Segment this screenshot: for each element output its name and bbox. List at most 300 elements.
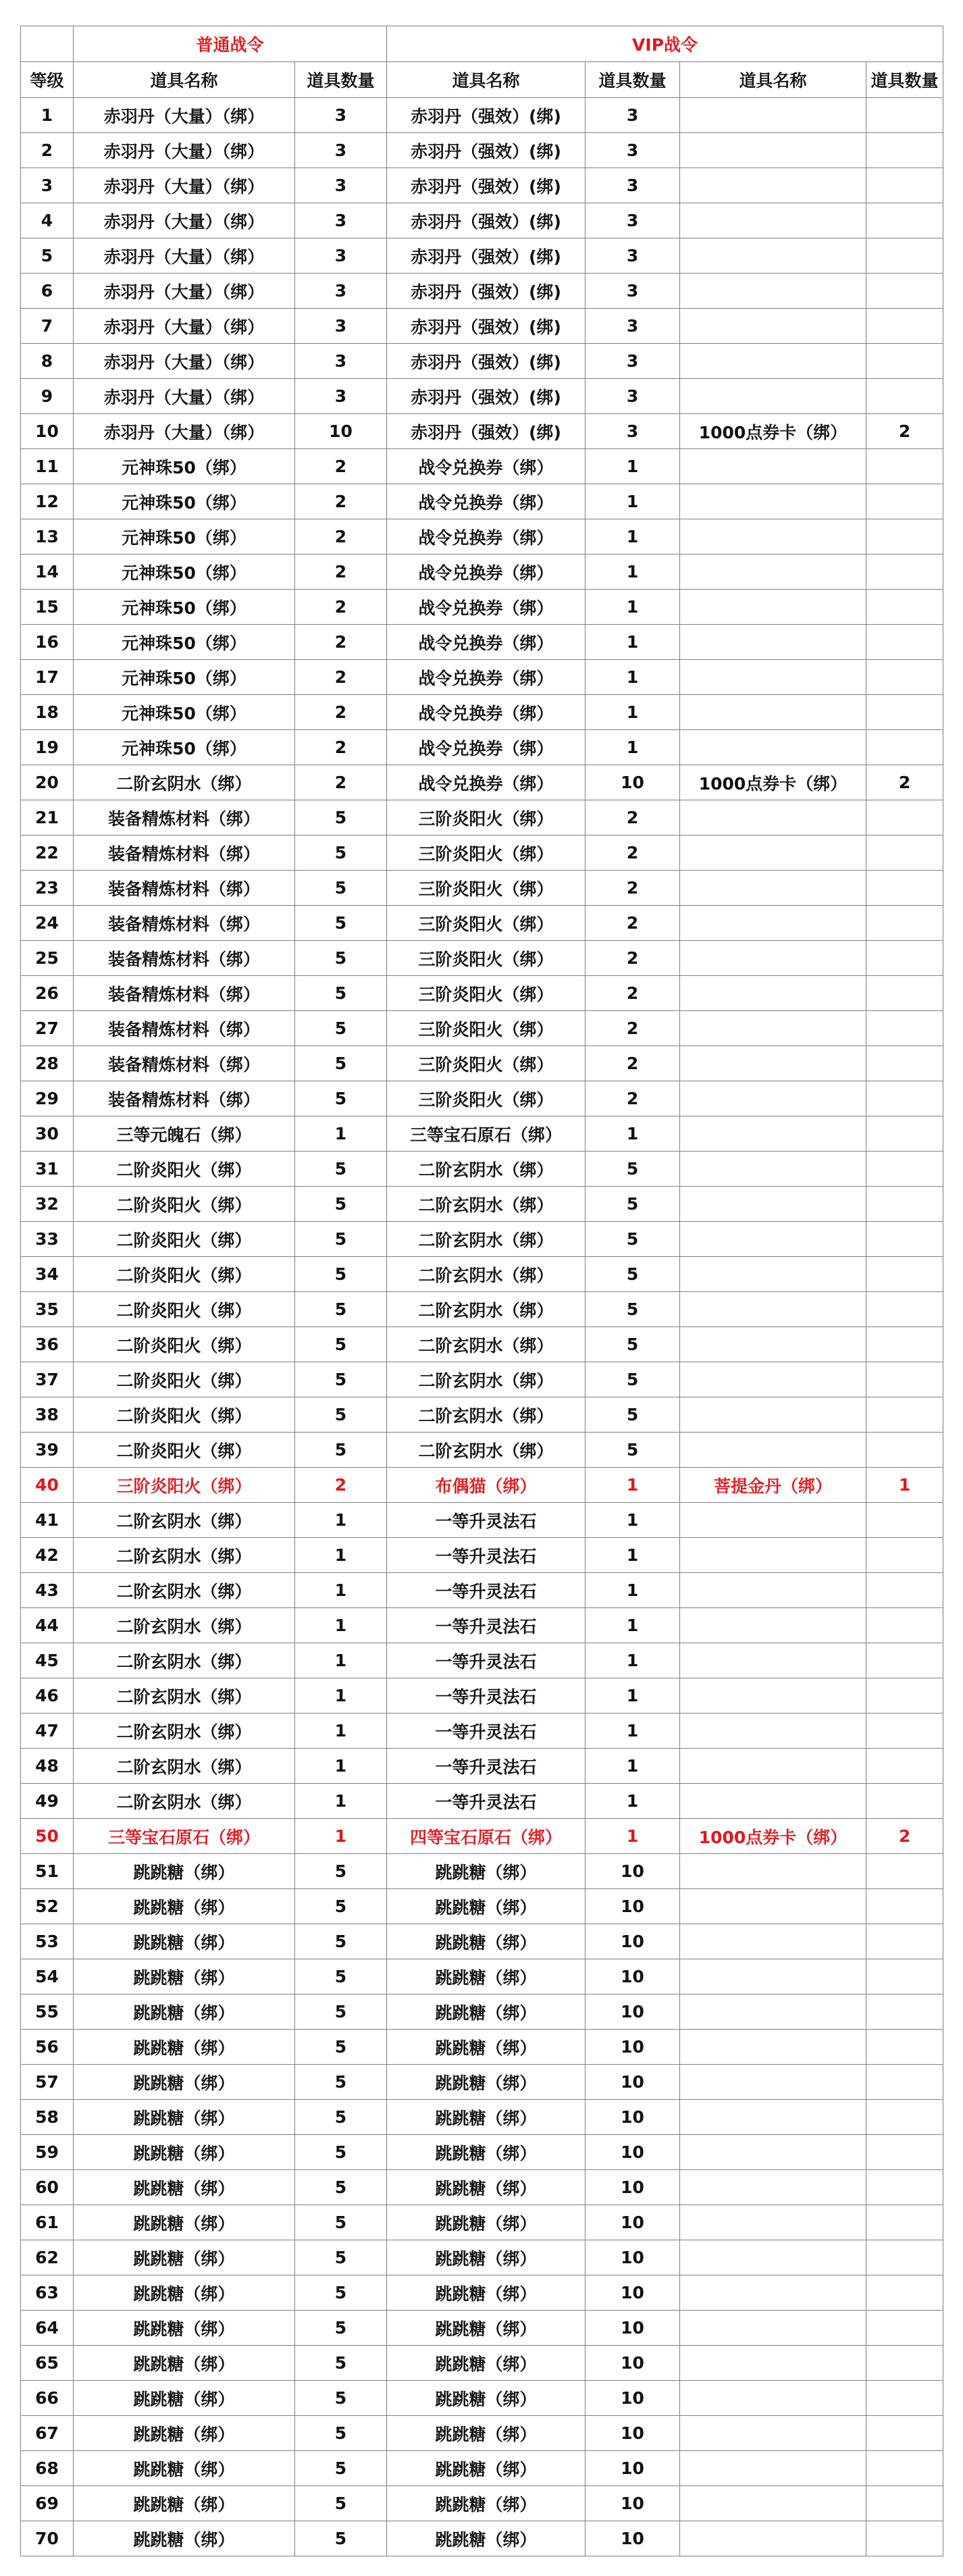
vip-extra-item-name-cell	[680, 449, 866, 484]
vip-extra-item-qty-cell	[866, 660, 943, 695]
vip-item-qty-cell: 3	[585, 379, 680, 414]
level-cell: 56	[21, 2030, 74, 2065]
vip-item-name-cell: 战令兑换券（绑）	[387, 519, 585, 555]
vip-item-name-cell: 一等升灵法石	[387, 1784, 585, 1819]
vip-extra-item-qty-cell	[866, 1573, 943, 1608]
vip-item-qty-cell: 2	[585, 835, 680, 871]
vip-extra-item-qty-cell	[866, 1924, 943, 1959]
vip-extra-item-name-cell	[680, 1187, 866, 1222]
vip-item-qty-cell: 5	[585, 1222, 680, 1257]
vip-item-name-cell: 三阶炎阳火（绑）	[387, 941, 585, 976]
vip-extra-item-qty-cell	[866, 1678, 943, 1714]
vip-extra-item-qty-cell	[866, 976, 943, 1011]
table-row	[21, 800, 943, 835]
normal-item-qty-cell: 2	[295, 555, 387, 590]
normal-item-qty-cell: 5	[295, 1889, 387, 1924]
normal-item-name-cell: 装备精炼材料（绑）	[74, 906, 295, 941]
normal-item-qty-cell: 2	[295, 765, 387, 800]
vip-extra-item-name-cell	[680, 660, 866, 695]
column-header-vip-extra-item-name: 道具名称	[680, 62, 866, 98]
level-cell: 1	[21, 98, 74, 133]
vip-extra-item-qty-cell	[866, 1784, 943, 1819]
table-row	[21, 1678, 943, 1714]
battle-pass-reward-table	[20, 26, 943, 2556]
normal-item-qty-cell: 2	[295, 660, 387, 695]
vip-item-qty-cell: 1	[585, 1538, 680, 1573]
vip-extra-item-name-cell	[680, 484, 866, 519]
vip-extra-item-qty-cell	[866, 1187, 943, 1222]
vip-extra-item-qty-cell	[866, 625, 943, 660]
vip-extra-item-name-cell	[680, 590, 866, 625]
level-cell: 23	[21, 871, 74, 906]
vip-item-name-cell: 二阶玄阴水（绑）	[387, 1292, 585, 1327]
level-cell: 25	[21, 941, 74, 976]
vip-item-name-cell: 跳跳糖（绑）	[387, 2486, 585, 2521]
vip-item-name-cell: 二阶玄阴水（绑）	[387, 1327, 585, 1362]
vip-item-qty-cell: 2	[585, 800, 680, 835]
normal-item-qty-cell: 3	[295, 98, 387, 133]
level-cell: 13	[21, 519, 74, 555]
normal-item-qty-cell: 3	[295, 238, 387, 274]
normal-item-qty-cell: 2	[295, 484, 387, 519]
vip-extra-item-name-cell	[680, 1327, 866, 1362]
normal-item-name-cell: 三等宝石原石（绑）	[74, 1819, 295, 1854]
vip-extra-item-name-cell	[680, 2205, 866, 2240]
level-cell: 27	[21, 1011, 74, 1046]
normal-item-name-cell: 赤羽丹（大量）（绑）	[74, 309, 295, 344]
normal-item-name-cell: 二阶玄阴水（绑）	[74, 1714, 295, 1749]
normal-item-name-cell: 二阶炎阳火（绑）	[74, 1362, 295, 1397]
vip-extra-item-name-cell	[680, 2311, 866, 2346]
vip-item-qty-cell: 10	[585, 2451, 680, 2486]
normal-item-name-cell: 二阶玄阴水（绑）	[74, 765, 295, 800]
table-row	[21, 1222, 943, 1257]
level-cell: 34	[21, 1257, 74, 1292]
table-row	[21, 941, 943, 976]
vip-extra-item-name-cell	[680, 203, 866, 238]
table-row	[21, 871, 943, 906]
vip-extra-item-qty-cell	[866, 906, 943, 941]
vip-item-name-cell: 赤羽丹（强效）(绑)	[387, 203, 585, 238]
vip-item-qty-cell: 1	[585, 449, 680, 484]
vip-item-name-cell: 跳跳糖（绑）	[387, 2065, 585, 2100]
vip-extra-item-name-cell	[680, 2065, 866, 2100]
level-cell: 61	[21, 2205, 74, 2240]
level-cell: 57	[21, 2065, 74, 2100]
level-cell: 42	[21, 1538, 74, 1573]
level-cell: 67	[21, 2416, 74, 2451]
normal-item-name-cell: 三等元魄石（绑）	[74, 1116, 295, 1152]
vip-item-name-cell: 跳跳糖（绑）	[387, 1994, 585, 2030]
level-cell: 3	[21, 168, 74, 203]
normal-item-name-cell: 跳跳糖（绑）	[74, 2030, 295, 2065]
normal-item-name-cell: 二阶炎阳火（绑）	[74, 1257, 295, 1292]
normal-item-name-cell: 赤羽丹（大量）（绑）	[74, 238, 295, 274]
level-cell: 64	[21, 2311, 74, 2346]
column-header-normal-item-name: 道具名称	[74, 62, 295, 98]
table-row	[21, 1152, 943, 1187]
vip-extra-item-name-cell	[680, 1714, 866, 1749]
normal-item-name-cell: 装备精炼材料（绑）	[74, 835, 295, 871]
vip-item-name-cell: 二阶玄阴水（绑）	[387, 1433, 585, 1468]
table-row	[21, 1959, 943, 1994]
column-header-vip-item-qty: 道具数量	[585, 62, 680, 98]
vip-extra-item-qty-cell	[866, 1538, 943, 1573]
normal-item-qty-cell: 1	[295, 1573, 387, 1608]
vip-extra-item-name-cell	[680, 2346, 866, 2381]
vip-item-qty-cell: 10	[585, 2065, 680, 2100]
vip-item-qty-cell: 2	[585, 871, 680, 906]
vip-item-qty-cell: 1	[585, 484, 680, 519]
vip-item-name-cell: 一等升灵法石	[387, 1503, 585, 1538]
normal-item-name-cell: 元神珠50（绑）	[74, 590, 295, 625]
table-row	[21, 1292, 943, 1327]
vip-extra-item-name-cell	[680, 1397, 866, 1433]
table-row	[21, 2240, 943, 2275]
vip-item-name-cell: 赤羽丹（强效）(绑)	[387, 168, 585, 203]
table-row	[21, 1573, 943, 1608]
group-header-empty	[21, 26, 74, 62]
vip-extra-item-name-cell	[680, 2451, 866, 2486]
level-cell: 40	[21, 1468, 74, 1503]
vip-item-name-cell: 跳跳糖（绑）	[387, 1924, 585, 1959]
normal-item-qty-cell: 5	[295, 2135, 387, 2170]
vip-extra-item-name-cell	[680, 1749, 866, 1784]
level-cell: 37	[21, 1362, 74, 1397]
normal-item-qty-cell: 3	[295, 379, 387, 414]
level-cell: 8	[21, 344, 74, 379]
vip-item-qty-cell: 1	[585, 590, 680, 625]
level-cell: 45	[21, 1643, 74, 1678]
vip-item-qty-cell: 2	[585, 906, 680, 941]
column-header-vip-extra-item-qty: 道具数量	[866, 62, 943, 98]
normal-item-name-cell: 二阶炎阳火（绑）	[74, 1152, 295, 1187]
table-row	[21, 1081, 943, 1116]
normal-item-name-cell: 跳跳糖（绑）	[74, 2346, 295, 2381]
table-row	[21, 1784, 943, 1819]
normal-item-name-cell: 元神珠50（绑）	[74, 730, 295, 765]
level-cell: 53	[21, 1924, 74, 1959]
table-row	[21, 906, 943, 941]
table-row	[21, 414, 943, 449]
vip-extra-item-name-cell	[680, 1362, 866, 1397]
vip-item-name-cell: 三阶炎阳火（绑）	[387, 1081, 585, 1116]
vip-extra-item-qty-cell	[866, 730, 943, 765]
column-header-normal-item-qty: 道具数量	[295, 62, 387, 98]
table-row	[21, 1749, 943, 1784]
vip-extra-item-qty-cell	[866, 484, 943, 519]
vip-extra-item-name-cell	[680, 1116, 866, 1152]
vip-item-name-cell: 一等升灵法石	[387, 1714, 585, 1749]
vip-extra-item-name-cell	[680, 1643, 866, 1678]
vip-extra-item-name-cell	[680, 1011, 866, 1046]
vip-item-qty-cell: 3	[585, 238, 680, 274]
vip-extra-item-name-cell	[680, 1959, 866, 1994]
vip-extra-item-qty-cell	[866, 1994, 943, 2030]
table-row	[21, 1362, 943, 1397]
vip-item-qty-cell: 1	[585, 1503, 680, 1538]
vip-item-qty-cell: 10	[585, 1959, 680, 1994]
column-header-level: 等级	[21, 62, 74, 98]
level-cell: 2	[21, 133, 74, 168]
normal-item-qty-cell: 5	[295, 2381, 387, 2416]
level-cell: 6	[21, 274, 74, 309]
normal-item-name-cell: 装备精炼材料（绑）	[74, 976, 295, 1011]
normal-item-qty-cell: 5	[295, 1257, 387, 1292]
vip-item-qty-cell: 10	[585, 1924, 680, 1959]
vip-extra-item-qty-cell	[866, 2100, 943, 2135]
vip-item-qty-cell: 10	[585, 2205, 680, 2240]
vip-item-qty-cell: 3	[585, 203, 680, 238]
normal-item-name-cell: 跳跳糖（绑）	[74, 1854, 295, 1889]
level-cell: 55	[21, 1994, 74, 2030]
vip-extra-item-name-cell	[680, 1994, 866, 2030]
vip-item-name-cell: 三阶炎阳火（绑）	[387, 800, 585, 835]
level-cell: 10	[21, 414, 74, 449]
level-cell: 14	[21, 555, 74, 590]
table-row	[21, 2170, 943, 2205]
normal-item-qty-cell: 10	[295, 414, 387, 449]
table-row	[21, 835, 943, 871]
vip-item-qty-cell: 1	[585, 1573, 680, 1608]
vip-extra-item-qty-cell: 2	[866, 1819, 943, 1854]
vip-item-name-cell: 二阶玄阴水（绑）	[387, 1222, 585, 1257]
vip-item-name-cell: 布偶猫（绑）	[387, 1468, 585, 1503]
normal-item-name-cell: 赤羽丹（大量）（绑）	[74, 98, 295, 133]
column-header-vip-item-name: 道具名称	[387, 62, 585, 98]
vip-item-qty-cell: 5	[585, 1362, 680, 1397]
table-row	[21, 133, 943, 168]
normal-item-name-cell: 跳跳糖（绑）	[74, 2451, 295, 2486]
normal-item-name-cell: 跳跳糖（绑）	[74, 2135, 295, 2170]
vip-extra-item-qty-cell	[866, 1749, 943, 1784]
vip-extra-item-qty-cell	[866, 1362, 943, 1397]
normal-item-name-cell: 赤羽丹（大量）（绑）	[74, 414, 295, 449]
vip-item-qty-cell: 10	[585, 2486, 680, 2521]
table-row	[21, 1538, 943, 1573]
vip-extra-item-name-cell	[680, 1889, 866, 1924]
vip-item-name-cell: 跳跳糖（绑）	[387, 1889, 585, 1924]
table-row	[21, 1468, 943, 1503]
normal-item-name-cell: 二阶玄阴水（绑）	[74, 1538, 295, 1573]
table-row	[21, 1854, 943, 1889]
normal-item-name-cell: 赤羽丹（大量）（绑）	[74, 344, 295, 379]
level-cell: 26	[21, 976, 74, 1011]
group-header-normal: 普通战令	[74, 26, 387, 62]
table-row	[21, 2486, 943, 2521]
vip-extra-item-qty-cell	[866, 2521, 943, 2556]
vip-extra-item-qty-cell	[866, 1327, 943, 1362]
vip-item-name-cell: 跳跳糖（绑）	[387, 2381, 585, 2416]
table-row	[21, 484, 943, 519]
level-cell: 32	[21, 1187, 74, 1222]
vip-extra-item-qty-cell	[866, 2170, 943, 2205]
vip-extra-item-qty-cell	[866, 98, 943, 133]
normal-item-name-cell: 二阶玄阴水（绑）	[74, 1608, 295, 1643]
table-row	[21, 1608, 943, 1643]
vip-item-qty-cell: 2	[585, 1011, 680, 1046]
level-cell: 65	[21, 2346, 74, 2381]
table-row	[21, 2521, 943, 2556]
vip-item-name-cell: 跳跳糖（绑）	[387, 2451, 585, 2486]
vip-item-qty-cell: 10	[585, 2521, 680, 2556]
normal-item-qty-cell: 5	[295, 1222, 387, 1257]
vip-item-qty-cell: 10	[585, 2030, 680, 2065]
table-row	[21, 2030, 943, 2065]
level-cell: 24	[21, 906, 74, 941]
normal-item-name-cell: 跳跳糖（绑）	[74, 1889, 295, 1924]
normal-item-name-cell: 跳跳糖（绑）	[74, 2416, 295, 2451]
normal-item-qty-cell: 5	[295, 835, 387, 871]
vip-item-qty-cell: 10	[585, 1994, 680, 2030]
normal-item-qty-cell: 5	[295, 2065, 387, 2100]
level-cell: 28	[21, 1046, 74, 1081]
vip-extra-item-qty-cell	[866, 1714, 943, 1749]
vip-extra-item-name-cell	[680, 1608, 866, 1643]
normal-item-qty-cell: 5	[295, 2346, 387, 2381]
level-cell: 51	[21, 1854, 74, 1889]
normal-item-name-cell: 跳跳糖（绑）	[74, 2311, 295, 2346]
vip-extra-item-qty-cell	[866, 1397, 943, 1433]
vip-item-name-cell: 三阶炎阳火（绑）	[387, 1011, 585, 1046]
vip-item-name-cell: 跳跳糖（绑）	[387, 2205, 585, 2240]
vip-item-name-cell: 跳跳糖（绑）	[387, 2311, 585, 2346]
normal-item-qty-cell: 3	[295, 168, 387, 203]
vip-item-qty-cell: 5	[585, 1292, 680, 1327]
vip-extra-item-qty-cell	[866, 800, 943, 835]
vip-item-name-cell: 一等升灵法石	[387, 1643, 585, 1678]
vip-item-name-cell: 跳跳糖（绑）	[387, 2030, 585, 2065]
level-cell: 33	[21, 1222, 74, 1257]
vip-extra-item-name-cell: 1000点券卡（绑）	[680, 765, 866, 800]
group-header-vip: VIP战令	[387, 26, 943, 62]
level-cell: 54	[21, 1959, 74, 1994]
level-cell: 19	[21, 730, 74, 765]
vip-extra-item-qty-cell	[866, 555, 943, 590]
vip-item-qty-cell: 1	[585, 1468, 680, 1503]
normal-item-qty-cell: 2	[295, 730, 387, 765]
vip-item-qty-cell: 5	[585, 1257, 680, 1292]
vip-extra-item-qty-cell	[866, 2135, 943, 2170]
normal-item-qty-cell: 5	[295, 2240, 387, 2275]
normal-item-name-cell: 赤羽丹（大量）（绑）	[74, 168, 295, 203]
vip-extra-item-name-cell	[680, 2030, 866, 2065]
vip-item-name-cell: 战令兑换券（绑）	[387, 695, 585, 730]
level-cell: 39	[21, 1433, 74, 1468]
table-row	[21, 1503, 943, 1538]
vip-item-qty-cell: 10	[585, 2100, 680, 2135]
vip-item-qty-cell: 1	[585, 1116, 680, 1152]
table-row	[21, 1011, 943, 1046]
normal-item-name-cell: 跳跳糖（绑）	[74, 2486, 295, 2521]
vip-item-name-cell: 跳跳糖（绑）	[387, 2240, 585, 2275]
vip-extra-item-qty-cell	[866, 1854, 943, 1889]
vip-item-qty-cell: 1	[585, 555, 680, 590]
vip-item-qty-cell: 1	[585, 730, 680, 765]
normal-item-name-cell: 跳跳糖（绑）	[74, 2240, 295, 2275]
vip-extra-item-name-cell	[680, 2521, 866, 2556]
normal-item-qty-cell: 5	[295, 976, 387, 1011]
level-cell: 18	[21, 695, 74, 730]
normal-item-qty-cell: 5	[295, 2170, 387, 2205]
table-row	[21, 765, 943, 800]
normal-item-name-cell: 二阶玄阴水（绑）	[74, 1678, 295, 1714]
vip-extra-item-name-cell	[680, 1081, 866, 1116]
table-row	[21, 1433, 943, 1468]
vip-item-name-cell: 一等升灵法石	[387, 1678, 585, 1714]
level-cell: 31	[21, 1152, 74, 1187]
normal-item-qty-cell: 5	[295, 2486, 387, 2521]
vip-extra-item-qty-cell	[866, 133, 943, 168]
vip-extra-item-qty-cell	[866, 1222, 943, 1257]
vip-item-qty-cell: 10	[585, 2416, 680, 2451]
vip-extra-item-qty-cell	[866, 309, 943, 344]
normal-item-qty-cell: 5	[295, 2275, 387, 2311]
vip-extra-item-qty-cell	[866, 344, 943, 379]
normal-item-name-cell: 二阶炎阳火（绑）	[74, 1327, 295, 1362]
level-cell: 60	[21, 2170, 74, 2205]
vip-extra-item-qty-cell	[866, 2065, 943, 2100]
vip-item-name-cell: 一等升灵法石	[387, 1538, 585, 1573]
normal-item-name-cell: 跳跳糖（绑）	[74, 1959, 295, 1994]
vip-extra-item-name-cell	[680, 1854, 866, 1889]
table-row	[21, 238, 943, 274]
vip-extra-item-qty-cell	[866, 835, 943, 871]
normal-item-qty-cell: 5	[295, 1924, 387, 1959]
table-row	[21, 590, 943, 625]
level-cell: 63	[21, 2275, 74, 2311]
level-cell: 11	[21, 449, 74, 484]
vip-extra-item-name-cell	[680, 2170, 866, 2205]
vip-extra-item-qty-cell	[866, 1959, 943, 1994]
normal-item-qty-cell: 5	[295, 2100, 387, 2135]
table-row	[21, 519, 943, 555]
normal-item-qty-cell: 5	[295, 1994, 387, 2030]
normal-item-qty-cell: 5	[295, 1854, 387, 1889]
vip-item-qty-cell: 3	[585, 133, 680, 168]
vip-extra-item-name-cell	[680, 1924, 866, 1959]
vip-item-qty-cell: 10	[585, 2135, 680, 2170]
vip-item-qty-cell: 1	[585, 1608, 680, 1643]
normal-item-name-cell: 跳跳糖（绑）	[74, 1924, 295, 1959]
vip-extra-item-qty-cell	[866, 1011, 943, 1046]
vip-item-name-cell: 跳跳糖（绑）	[387, 1854, 585, 1889]
level-cell: 4	[21, 203, 74, 238]
table-row	[21, 1994, 943, 2030]
vip-extra-item-name-cell	[680, 1046, 866, 1081]
table-row	[21, 309, 943, 344]
normal-item-name-cell: 元神珠50（绑）	[74, 695, 295, 730]
vip-item-name-cell: 战令兑换券（绑）	[387, 590, 585, 625]
vip-extra-item-name-cell	[680, 98, 866, 133]
level-cell: 9	[21, 379, 74, 414]
normal-item-name-cell: 赤羽丹（大量）（绑）	[74, 274, 295, 309]
vip-extra-item-name-cell	[680, 555, 866, 590]
vip-extra-item-qty-cell	[866, 1503, 943, 1538]
normal-item-name-cell: 装备精炼材料（绑）	[74, 1081, 295, 1116]
vip-extra-item-qty-cell	[866, 2311, 943, 2346]
table-row	[21, 1924, 943, 1959]
vip-extra-item-qty-cell	[866, 2346, 943, 2381]
normal-item-name-cell: 三阶炎阳火（绑）	[74, 1468, 295, 1503]
normal-item-name-cell: 二阶玄阴水（绑）	[74, 1573, 295, 1608]
table-row	[21, 1327, 943, 1362]
vip-extra-item-qty-cell	[866, 2451, 943, 2486]
table-row	[21, 1397, 943, 1433]
normal-item-name-cell: 跳跳糖（绑）	[74, 2381, 295, 2416]
vip-item-name-cell: 三阶炎阳火（绑）	[387, 976, 585, 1011]
level-cell: 44	[21, 1608, 74, 1643]
